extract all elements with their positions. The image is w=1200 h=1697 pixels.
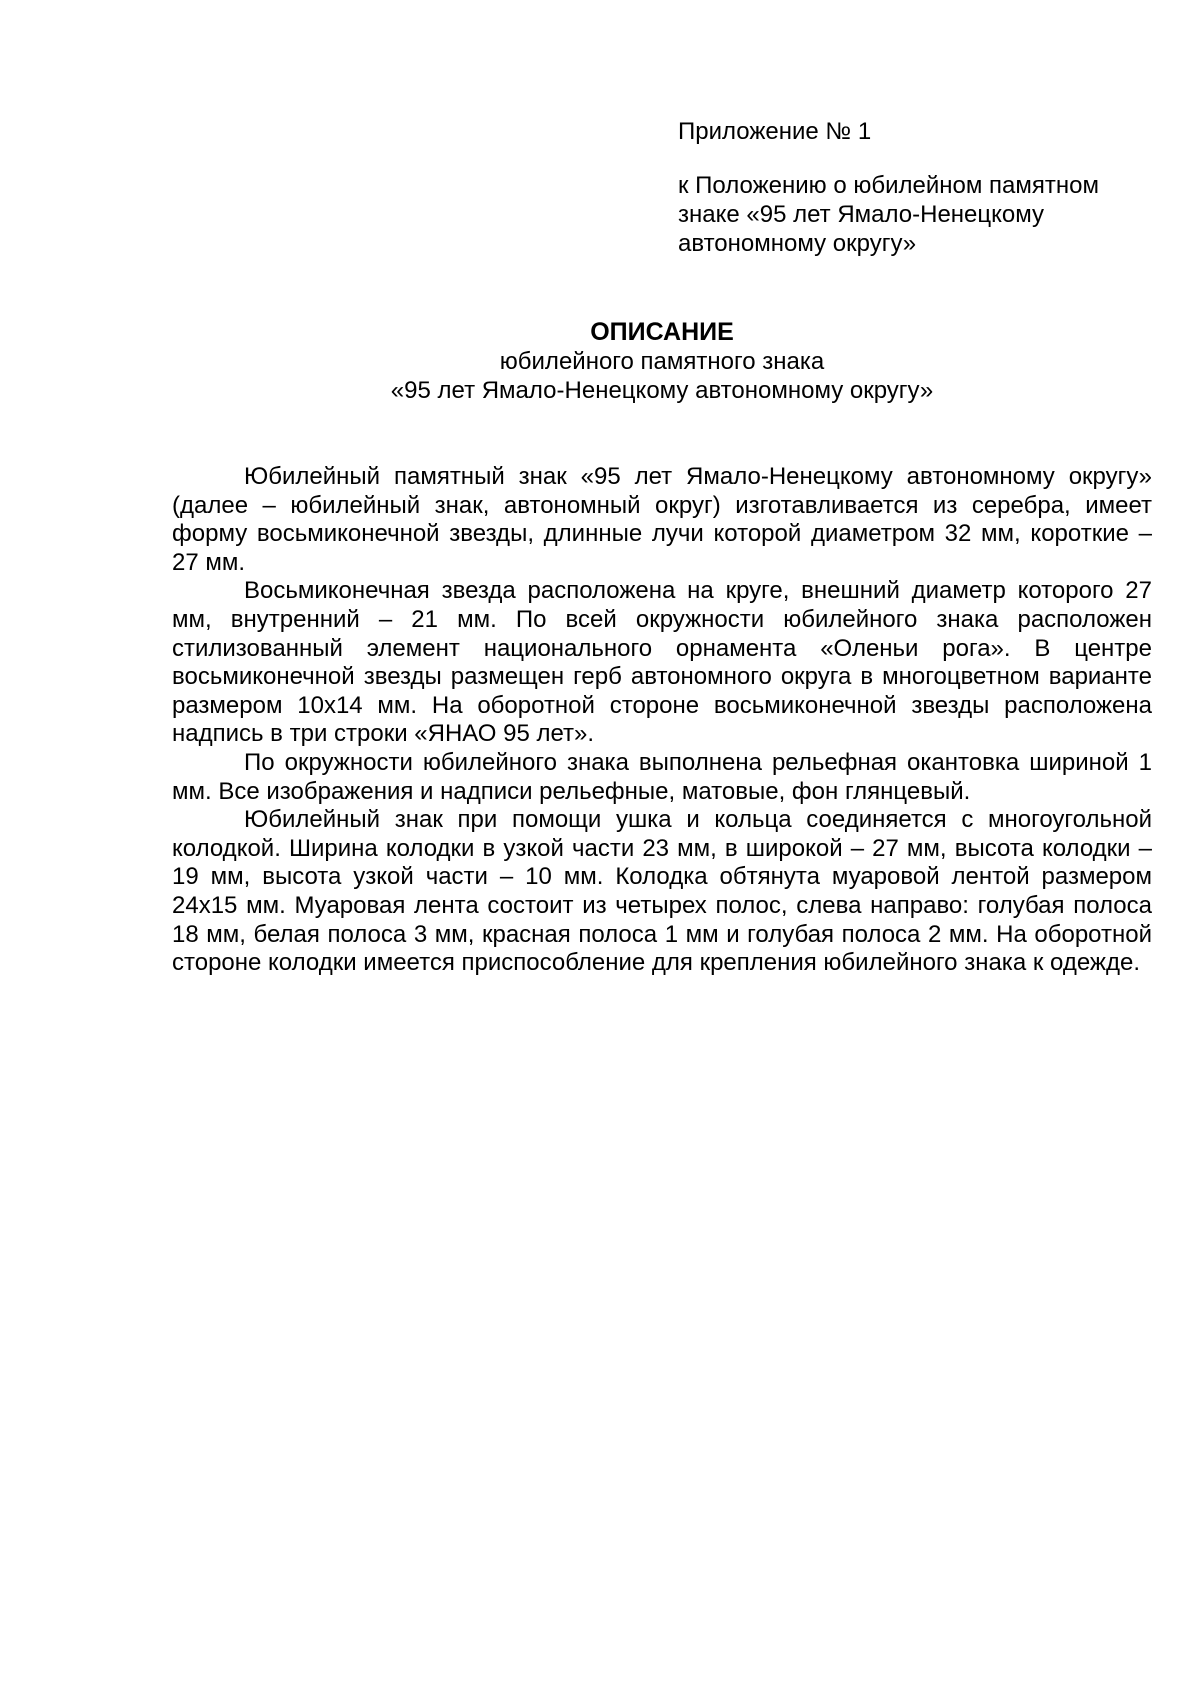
attachment-reference: к Положению о юбилейном памятном знаке «95 лет Ямало-Ненецкому автономному округу» (678, 172, 1099, 257)
document-heading (172, 318, 1152, 405)
attachment-block (678, 117, 1148, 258)
body-paragraph: Восьмиконечная звезда расположена на круге, внешний диаметр которого 27 мм, внутренний – 21 мм. По всей окружности юбилейного знака расположен стилизованный элемент национального орнамента «Оленьи рога». В центре восьмиконечной звезды размещен герб автономного округа в многоцветном варианте размером 10х14 мм. На оборотной стороне восьмиконечной звезды расположена надпись в три строки «ЯНАО 95 лет». (172, 577, 1152, 748)
body-paragraph: Юбилейный знак при помощи ушка и кольца соединяется с многоугольной колодкой. Ширина колодки в узкой части 23 мм, в широкой – 27 мм, высота колодки – 19 мм, высота узкой части – 10 мм. Колодка обтянута муаровой лентой размером 24х15 мм. Муаровая лента состоит из четырех полос, слева направо: голубая полоса 18 мм, белая полоса 3 мм, красная полоса 1 мм и голубая полоса 2 мм. На оборотной стороне колодки имеется приспособление для крепления юбилейного знака к одежде. (172, 806, 1152, 977)
attachment-number: Приложение № 1 (678, 118, 872, 145)
document-subtitle-line-2: «95 лет Ямало-Ненецкому автономному округу» (390, 377, 934, 404)
document-subtitle-line-1: юбилейного памятного знака (499, 348, 825, 375)
document-body (172, 463, 1152, 978)
body-paragraph: По окружности юбилейного знака выполнена рельефная окантовка шириной 1 мм. Все изображения и надписи рельефные, матовые, фон глянцевый. (172, 748, 1152, 805)
document-title: ОПИСАНИЕ (590, 318, 734, 346)
body-paragraph: Юбилейный памятный знак «95 лет Ямало-Ненецкому автономному округу» (далее – юбилейный знак, автономный округ) изготавливается из серебра, имеет форму восьмиконечной звезды, длинные лучи которой диаметром 32 мм, короткие – 27 мм. (172, 463, 1152, 576)
